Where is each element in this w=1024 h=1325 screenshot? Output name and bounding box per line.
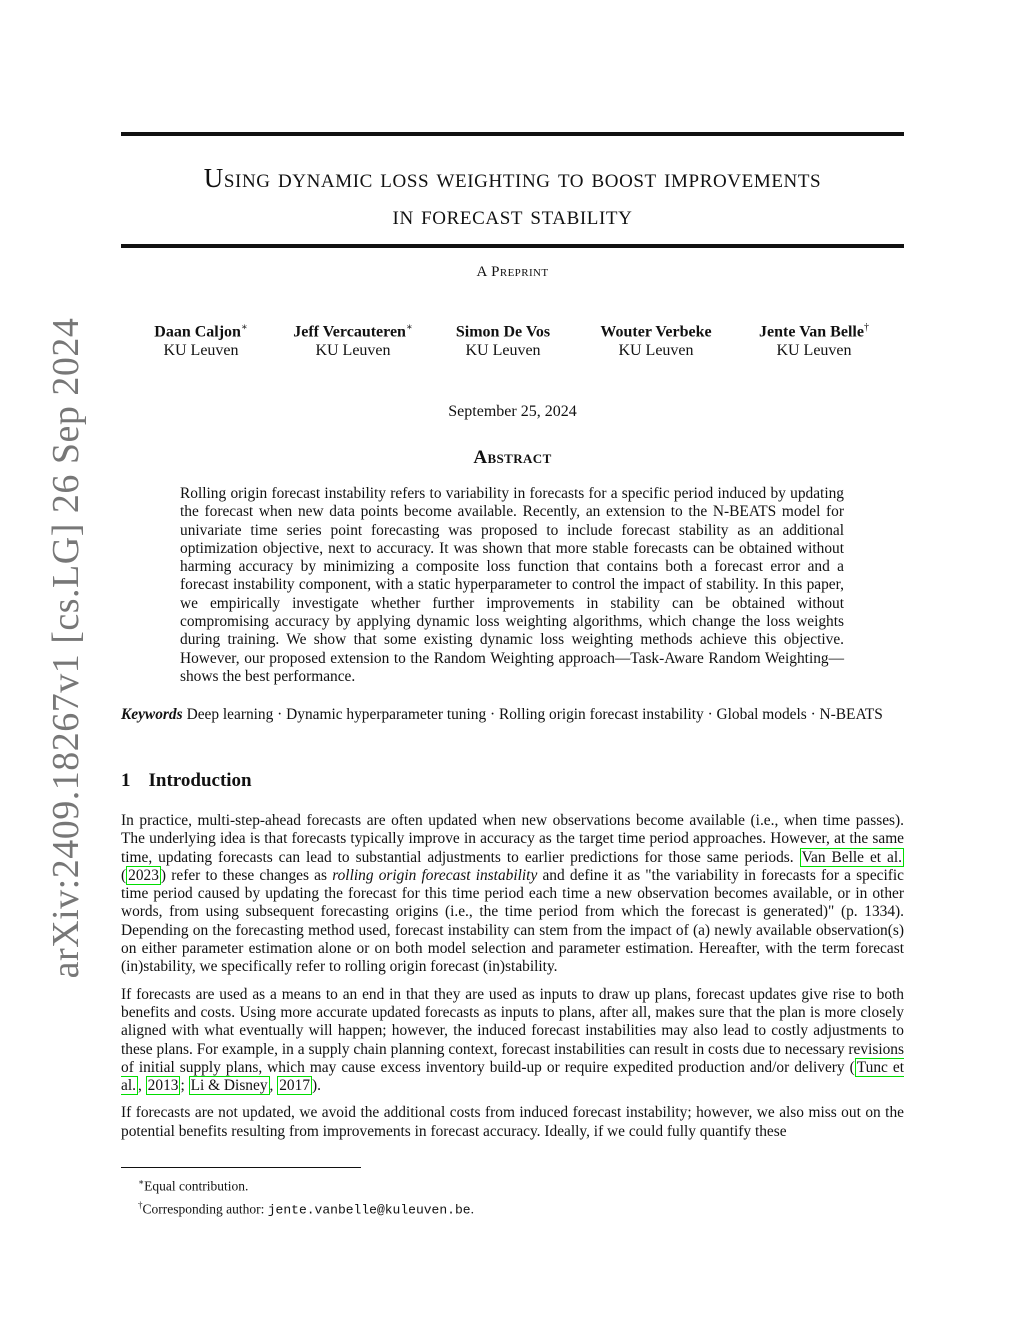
abstract-heading: Abstract [473, 447, 552, 468]
paragraph [121, 812, 904, 977]
footnote-mark: ∗ [138, 1177, 145, 1187]
author-block [293, 318, 413, 360]
author-affiliation: KU Leuven [465, 342, 541, 360]
abstract-text: Rolling origin forecast instability refers to variability in forecasts for a specific period induced by updating the forecast when new data points become available. Recently, an extension to the N-BEATS model for univariate time series point forecasting was proposed to include forecast stability as an additional optimization objective, next to accuracy. It was shown that more stable forecasts can be obtained without harming accuracy by minimizing a composite loss function that contains both a forecast error and a forecast instability component, with a static hyperparameter to control the impact of stability. In this paper, we empirically investigate whether further improvements in stability can be obtained without compromising accuracy by applying dynamic loss weighting algorithms, which change the loss weights during training. We show that some existing dynamic loss weighting methods achieve this objective. However, our proposed extension to the Random Weighting approach—Task-Aware Random Weighting—shows the best performance. [180, 485, 844, 685]
author-name: Daan Caljon [154, 323, 241, 341]
arxiv-identifier-stamp: arXiv:2409.18267v1 [cs.LG] 26 Sep 2024 [45, 317, 87, 979]
citation-link[interactable]: Tunc et al. [121, 1058, 904, 1095]
paragraph-text: If forecasts are not updated, we avoid the additional costs from induced forecast instability; however, we also miss out on the potential benefits resulting from improvements in forecast accuracy. Ideally, if we could fully quantify these [121, 1104, 904, 1140]
footnotes [138, 1173, 474, 1219]
author-affiliation: KU Leuven [618, 342, 694, 360]
footnote-mark: † [138, 1199, 143, 1210]
author-block [154, 318, 247, 360]
keywords-text: Deep learning · Dynamic hyperparameter tuning · Rolling origin forecast instability · Global models · N-BEATS [186, 706, 883, 723]
citation-year-link[interactable]: 2013 [147, 1077, 179, 1095]
author-name: Jente Van Belle [759, 323, 864, 341]
paper-title-line-1: Using dynamic loss weighting to boost improvements [203, 163, 822, 193]
footnote [138, 1196, 474, 1220]
body-text [121, 812, 904, 1150]
author-affiliation: KU Leuven [315, 342, 391, 360]
paper-title [121, 160, 904, 234]
publication-date: September 25, 2024 [448, 403, 577, 420]
author-email-link[interactable]: jente.vanbelle@kuleuven.be [267, 1202, 471, 1217]
title-top-rule [121, 132, 904, 136]
section-heading [121, 770, 252, 792]
citation-year-link[interactable]: 2017 [279, 1077, 311, 1095]
paper-title-line-2: in forecast stability [392, 200, 633, 230]
paragraph-text: In practice, multi-step-ahead forecasts are often updated when new observations become available (i.e., when time passes). The underlying idea is that forecasts typically improve in accuracy as the target time period approaches. However, at the same time, updating forecasts can lead to substantial adjustments to earlier predictions for those same periods. [121, 812, 904, 866]
emphasized-term: rolling origin forecast instability [332, 866, 538, 884]
paragraph: If forecasts are used as a means to an end in that they are used as inputs to draw up plans, forecast updates give rise to both benefits and costs. Using more accurate updated forecasts as inputs to plans, after all, makes sure that the plan is more closely aligned with what eventually will happen; however, the induced forecast instabilities may also lead to costly adjustments to these plans. For example, in a supply chain planning context, forecast instabilities can result in costs due to necessary revisions of initial supply plans, which may cause excess inventory build-up or require expedited production and/or delivery ( Tunc et al. , 2013 ; Li & Disney , 2017 ). [121, 985, 904, 1095]
footnote [138, 1173, 474, 1196]
footnote-suffix: . [470, 1201, 474, 1216]
paragraph [121, 1104, 904, 1141]
footnote-divider [121, 1167, 361, 1168]
paragraph-text: If forecasts are used as a means to an end in that they are used as inputs to draw up plans, forecast updates give rise to both benefits and costs. Using more accurate updated forecasts as inputs to plans, after all, makes sure that the plan is more closely aligned with what eventually will happen; however, the induced forecast instabilities may also lead to costly adjustments to these plans. For example, in a supply chain planning context, forecast instabilities can result in costs due to necessary revisions of initial supply plans, which may cause excess inventory build-up or require expedited production and/or delivery ( [121, 985, 904, 1076]
author-footnote-mark[interactable]: ∗ [405, 322, 413, 333]
author-affiliation: KU Leuven [163, 342, 239, 360]
keywords-label: Keywords [121, 706, 183, 723]
footnote-text: Equal contribution. [144, 1178, 249, 1194]
paragraph-text: ). [312, 1077, 321, 1095]
citation-link[interactable]: Li & Disney [190, 1077, 268, 1095]
author-block [600, 318, 711, 360]
author-footnote-mark[interactable]: ∗ [240, 322, 248, 333]
author-name: Jeff Vercauteren [293, 323, 406, 341]
author-name: Simon De Vos [455, 323, 551, 341]
section-number: 1 [121, 770, 131, 791]
paragraph-text: ; [180, 1077, 189, 1095]
citation-link[interactable]: Van Belle et al. [801, 848, 902, 866]
title-bottom-rule [121, 244, 904, 248]
author-block [456, 318, 550, 360]
keywords [121, 706, 904, 724]
paragraph-text: and define it as "the variability in forecasts for a specific time period caused by updating the forecast for this time period each time a new observation becomes available, or in other words, from using subsequent forecasting origins (i.e., the time period from which the forecast is generated)" (p. 1334). Depending on the forecasting method used, forecast instability can stem from the impact of (a) newly available observation(s) on either parameter estimation alone or on both model selection and parameter estimation. Hereafter, with the term forecast (in)stability, we specifically refer to rolling origin forecast (in)stability. [121, 866, 905, 976]
footnote-text: Corresponding author: [142, 1201, 268, 1216]
paragraph-text: ) refer to these changes as [160, 866, 333, 884]
author-block [759, 318, 869, 360]
author-affiliation: KU Leuven [776, 342, 852, 360]
author-name: Wouter Verbeke [600, 323, 712, 341]
preprint-label: A Preprint [476, 264, 549, 280]
author-footnote-mark[interactable]: † [863, 322, 869, 333]
citation-year-link[interactable]: 2023 [128, 866, 159, 884]
section-title: Introduction [148, 770, 252, 791]
paragraph-text: ( [121, 866, 127, 884]
